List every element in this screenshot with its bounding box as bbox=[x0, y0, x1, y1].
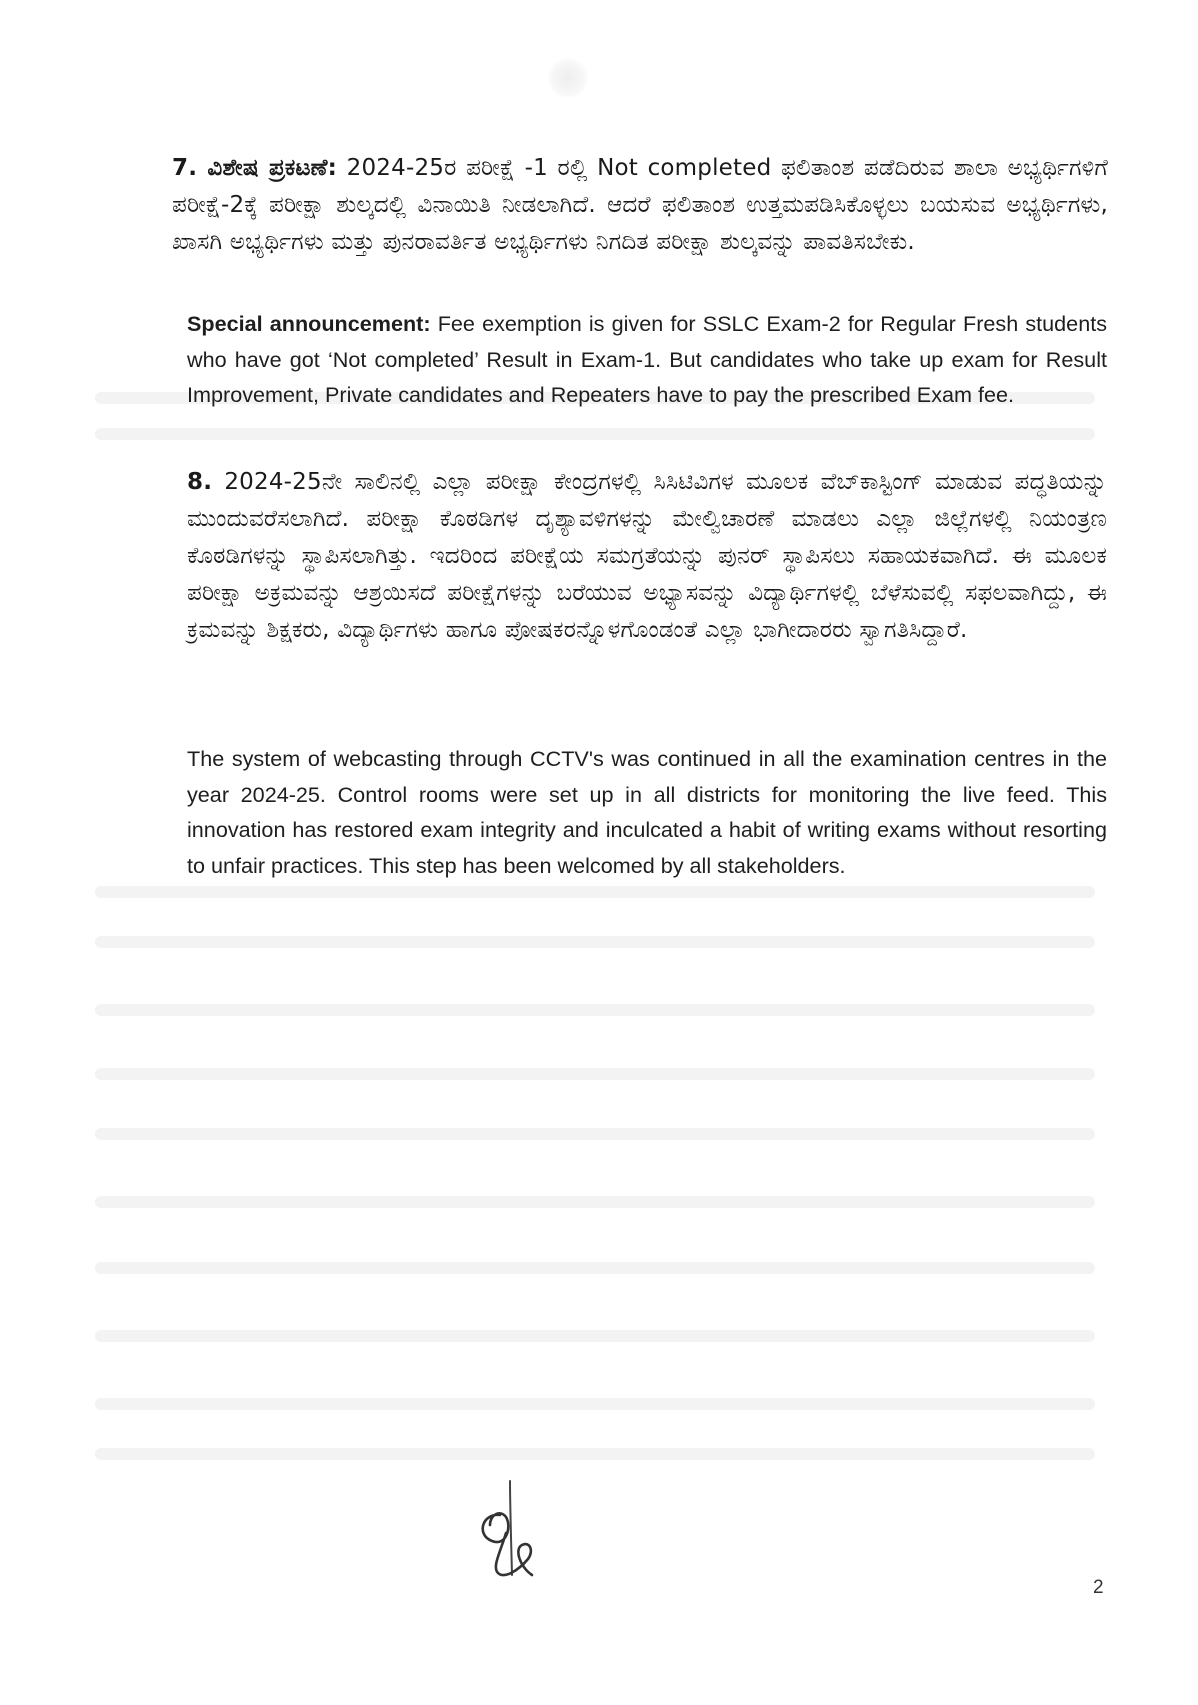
show-through-line bbox=[95, 1004, 1095, 1016]
show-through-line bbox=[95, 1128, 1095, 1140]
paragraph-8-english bbox=[187, 741, 1107, 883]
show-through-line bbox=[95, 886, 1095, 898]
paragraph-8-number: 8. bbox=[187, 469, 213, 495]
paragraph-7-kannada-text: 2024-25ರ ಪರೀಕ್ಷೆ -1 ರಲ್ಲಿ Not completed ಫಲಿತಾಂಶ ಪಡೆದಿರುವ ಶಾಲಾ ಅಭ್ಯರ್ಥಿಗಳಿಗೆ ಪರೀಕ್ಷೆ-2ಕ್ಕೆ ಪರೀಕ್ಷಾ ಶುಲ್ಕದಲ್ಲಿ ವಿನಾಯಿತಿ ನೀಡಲಾಗಿದೆ. ಆದರೆ ಫಲಿತಾಂಶ ಉತ್ತಮಪಡಿಸಿಕೊಳ್ಳಲು ಬಯಸುವ ಅಭ್ಯರ್ಥಿಗಳು, ಖಾಸಗಿ ಅಭ್ಯರ್ಥಿಗಳು ಮತ್ತು ಪುನರಾವರ್ತಿತ ಅಭ್ಯರ್ಥಿಗಳು ನಿಗದಿತ ಪರೀಕ್ಷಾ ಶುಲ್ಕವನ್ನು ಪಾವತಿಸಬೇಕು. bbox=[172, 155, 1108, 255]
paragraph-8-kannada-text: 2024-25ನೇ ಸಾಲಿನಲ್ಲಿ ಎಲ್ಲಾ ಪರೀಕ್ಷಾ ಕೇಂದ್ರಗಳಲ್ಲಿ ಸಿಸಿಟಿವಿಗಳ ಮೂಲಕ ವೆಬ್‌ಕಾಸ್ಟಿಂಗ್ ಮಾಡುವ ಪದ್ಧತಿಯನ್ನು ಮುಂದುವರೆಸಲಾಗಿದೆ. ಪರೀಕ್ಷಾ ಕೊಠಡಿಗಳ ದೃಶ್ಯಾವಳಿಗಳನ್ನು ಮೇಲ್ವಿಚಾರಣೆ ಮಾಡಲು ಎಲ್ಲಾ ಜಿಲ್ಲೆಗಳಲ್ಲಿ ನಿಯಂತ್ರಣ ಕೊಠಡಿಗಳನ್ನು ಸ್ಥಾಪಿಸಲಾಗಿತ್ತು. ಇದರಿಂದ ಪರೀಕ್ಷೆಯ ಸಮಗ್ರತೆಯನ್ನು ಪುನರ್ ಸ್ಥಾಪಿಸಲು ಸಹಾಯಕವಾಗಿದೆ. ಈ ಮೂಲಕ ಪರೀಕ್ಷಾ ಅಕ್ರಮವನ್ನು ಆಶ್ರಯಿಸದೆ ಪರೀಕ್ಷೆಗಳನ್ನು ಬರೆಯುವ ಅಭ್ಯಾಸವನ್ನು ವಿದ್ಯಾರ್ಥಿಗಳಲ್ಲಿ ಬೆಳೆಸುವಲ್ಲಿ ಸಫಲವಾಗಿದ್ದು, ಈ ಕ್ರಮವನ್ನು ಶಿಕ್ಷಕರು, ವಿದ್ಯಾರ್ಥಿಗಳು ಹಾಗೂ ಪೋಷಕರನ್ನೊಳಗೊಂಡಂತೆ ಎಲ್ಲಾ ಭಾಗೀದಾರರು ಸ್ವಾಗತಿಸಿದ್ದಾರೆ. bbox=[187, 469, 1107, 643]
show-through-line bbox=[95, 1196, 1095, 1208]
paper-smudge bbox=[548, 58, 588, 98]
show-through-line bbox=[95, 1068, 1095, 1080]
paragraph-7-kannada bbox=[172, 150, 1108, 261]
paragraph-7-english bbox=[187, 306, 1107, 413]
handwritten-signature bbox=[470, 1475, 560, 1585]
paragraph-8-english-text: The system of webcasting through CCTV's was continued in all the examination centres in the year 2024-25. Control rooms were set up in all districts for monitoring the live feed. This innovation has restored exam integrity and inculcated a habit of writing exams without resorting to unfair practices. This step has been welcomed by all stakeholders. bbox=[187, 746, 1107, 878]
show-through-line bbox=[95, 1398, 1095, 1410]
special-announcement-text: Fee exemption is given for SSLC Exam-2 for Regular Fresh students who have got ‘Not completed’ Result in Exam-1. But candidates who take up exam for Result Improvement, Private candidates and Repeaters have to pay the prescribed Exam fee. bbox=[187, 311, 1107, 407]
special-announcement-label: Special announcement: bbox=[187, 311, 431, 336]
paragraph-8-kannada bbox=[187, 464, 1107, 649]
show-through-line bbox=[95, 1262, 1095, 1274]
show-through-line bbox=[95, 428, 1095, 440]
page-number: 2 bbox=[1093, 1577, 1104, 1598]
show-through-line bbox=[95, 1448, 1095, 1460]
show-through-line bbox=[95, 936, 1095, 948]
paragraph-7-kannada-label: 7. ವಿಶೇಷ ಪ್ರಕಟಣೆ: bbox=[172, 155, 338, 181]
show-through-line bbox=[95, 1330, 1095, 1342]
